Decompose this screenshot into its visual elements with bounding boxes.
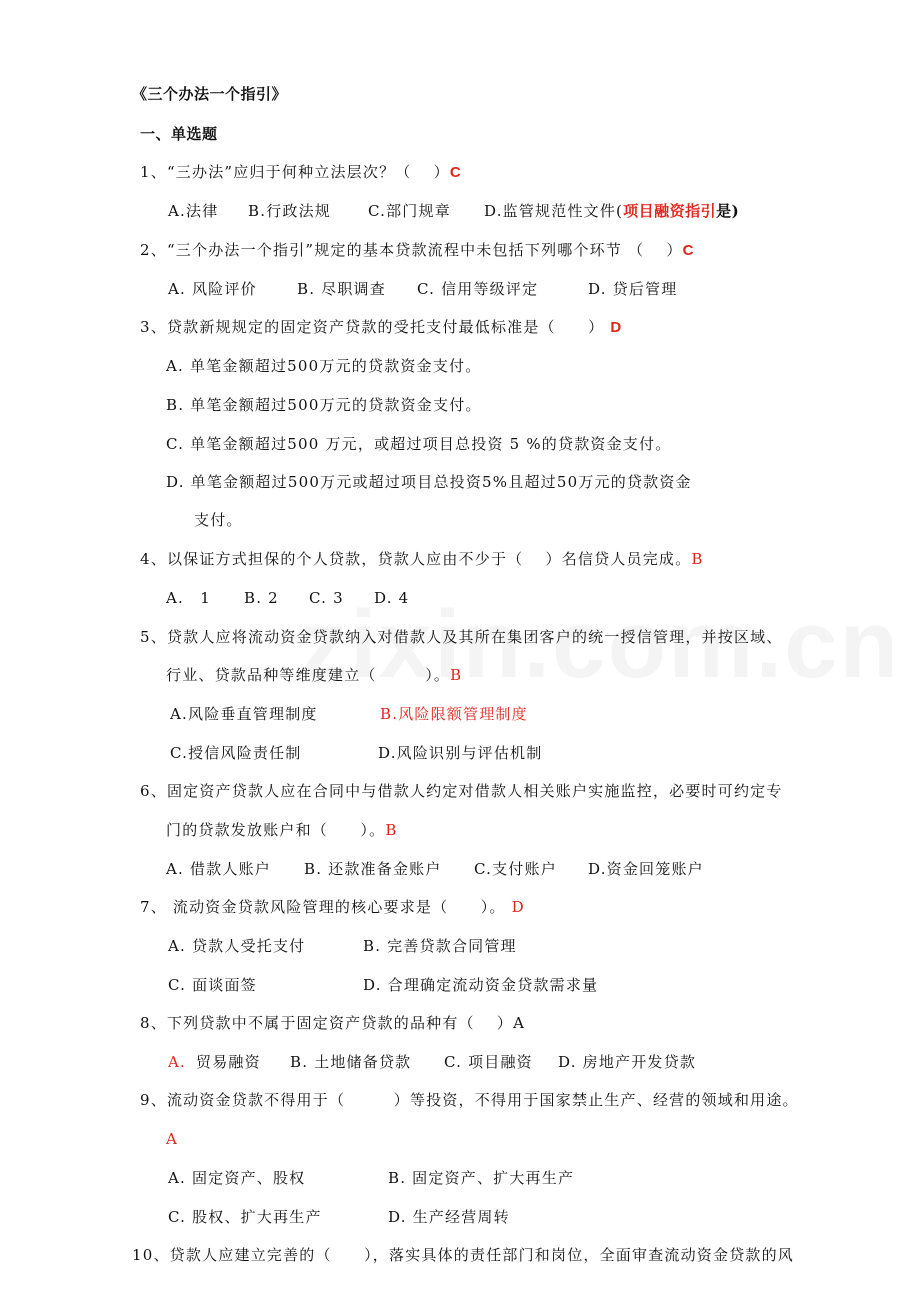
question-7: 7、 流动资金贷款风险管理的核心要求是（ ）。 D [140, 898, 525, 916]
question-9: 9、流动资金贷款不得用于（ ）等投资，不得用于国家禁止生产、经营的领域和用途。 [140, 1091, 799, 1109]
question-3-option-b: B. 单笔金额超过500万元的贷款资金支付。 [166, 396, 482, 414]
question-3-option-d-cont: 支付。 [194, 511, 243, 529]
option-d: D. 房地产开发贷款 [558, 1053, 697, 1071]
option-a: A. 固定资产、股权 [168, 1169, 306, 1187]
question-1-answer: C [449, 164, 462, 181]
question-10: 10、贷款人应建立完善的（ ），落实具体的责任部门和岗位，全面审查流动资金贷款的风 [132, 1246, 794, 1264]
question-8-answer: A [513, 1014, 526, 1032]
option-c: C. 面谈面签 [168, 976, 257, 994]
question-3-answer: D [610, 319, 623, 336]
question-9-answer: A [166, 1130, 179, 1148]
question-5-cont: 行业、贷款品种等维度建立（ ）。B [166, 666, 463, 684]
question-1-text: 1、“三办法”应归于何种立法层次？（ ） [140, 163, 450, 181]
question-6-answer: B [385, 821, 398, 839]
question-8: 8、下列贷款中不属于固定资产贷款的品种有（ ）A [140, 1014, 526, 1032]
option-d: D.资金回笼账户 [588, 860, 704, 878]
option-b: B.行政法规 [248, 202, 331, 220]
section-heading: 一、单选题 [140, 125, 218, 143]
option-a: A. 风险评价 [168, 280, 257, 298]
question-4-answer: B [691, 550, 704, 568]
option-d: D.监管规范性文件(项目融资指引是) [484, 202, 740, 220]
option-d: D.风险识别与评估机制 [378, 744, 543, 762]
option-a: A. 1 [166, 589, 211, 607]
question-6-cont: 门的贷款发放账户和（ ）。B [166, 821, 398, 839]
question-4: 4、以保证方式担保的个人贷款，贷款人应由不少于（ ）名信贷人员完成。B [140, 550, 704, 568]
option-c: C. 股权、扩大再生产 [168, 1208, 322, 1226]
option-c: C. 信用等级评定 [417, 280, 539, 298]
document-title: 《三个办法一个指引》 [132, 85, 288, 103]
option-a: A.风险垂直管理制度 [170, 705, 318, 723]
option-c: C. 3 [309, 589, 344, 607]
option-b: B. 完善贷款合同管理 [363, 937, 517, 955]
question-6: 6、固定资产贷款人应在合同中与借款人约定对借款人相关账户实施监控，必要时可约定专 [140, 782, 783, 800]
question-3-option-c: C. 单笔金额超过500 万元，或超过项目总投资 5 %的贷款资金支付。 [166, 435, 672, 453]
option-c: C.授信风险责任制 [170, 744, 302, 762]
question-3: 3、贷款新规规定的固定资产贷款的受托支付最低标准是（ ） D [140, 318, 623, 336]
option-d: D. 生产经营周转 [388, 1208, 510, 1226]
option-c: C.支付账户 [474, 860, 557, 878]
option-b: B.风险限额管理制度 [380, 705, 528, 723]
option-b: B. 还款准备金账户 [304, 860, 442, 878]
option-a-label: A. [168, 1053, 187, 1071]
option-a: A. 借款人账户 [166, 860, 271, 878]
option-b: B. 固定资产、扩大再生产 [388, 1169, 575, 1187]
option-b: B. 2 [244, 589, 279, 607]
question-3-option-d: D. 单笔金额超过500万元或超过项目总投资5%且超过50万元的贷款资金 [166, 473, 692, 491]
option-c: C.部门规章 [368, 202, 451, 220]
option-b: B. 土地储备贷款 [290, 1053, 412, 1071]
option-b: B. 尽职调查 [297, 280, 386, 298]
option-a: A.法律 [168, 202, 219, 220]
option-a: 贸易融资 [196, 1053, 261, 1071]
question-3-option-a: A. 单笔金额超过500万元的贷款资金支付。 [166, 357, 482, 375]
option-d: D. 合理确定流动资金贷款需求量 [363, 976, 599, 994]
option-c: C. 项目融资 [444, 1053, 533, 1071]
option-d-note: 项目融资指引 [623, 202, 717, 220]
question-5: 5、贷款人应将流动资金贷款纳入对借款人及其所在集团客户的统一授信管理，并按区域、 [140, 628, 783, 646]
option-d: D. 4 [374, 589, 410, 607]
question-7-answer: D [511, 898, 525, 916]
question-5-answer: B [450, 666, 463, 684]
option-a: A. 贷款人受托支付 [168, 937, 306, 955]
question-1 [140, 162, 462, 183]
question-2: 2、“三个办法一个指引”规定的基本贷款流程中未包括下列哪个环节 （ ）C [140, 241, 695, 259]
question-2-answer: C [682, 242, 695, 259]
option-d: D. 贷后管理 [588, 280, 678, 298]
